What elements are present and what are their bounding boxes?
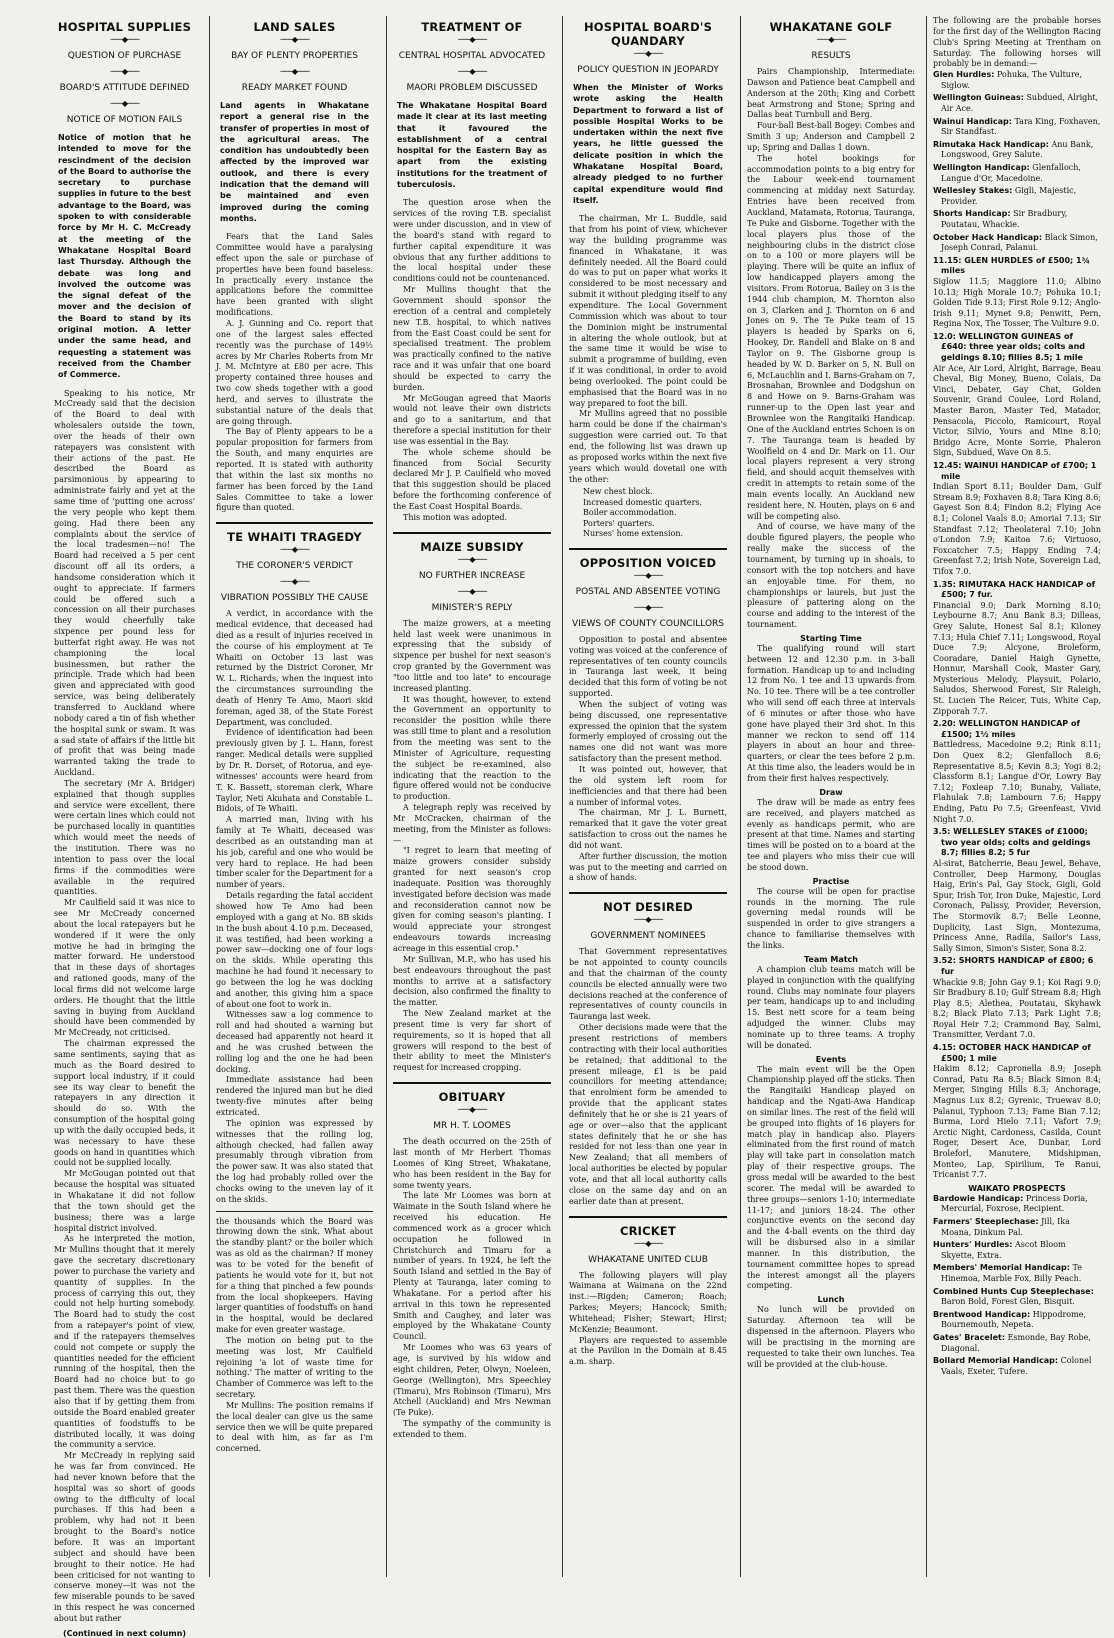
section-heading: Practise xyxy=(812,876,850,886)
horse-names: Princess Doria, Mercurial, Foxrose, Recipient. xyxy=(941,1193,1088,1214)
tip-line xyxy=(933,70,1101,91)
tip-line xyxy=(933,186,1101,207)
ornament-divider xyxy=(54,35,195,45)
horse-names: Subdued, Alright, Air Ace. xyxy=(941,93,1099,113)
headline: TE WHAITI TRAGEDY xyxy=(216,522,373,544)
article-paragraph: Fears that the Land Sales Committee would have a paralysing effect upon the sale or purchase of properties have been found baseless. In practically every instance the applications before the committee have been granted with slight modifications. xyxy=(216,232,373,318)
ornament-divider xyxy=(569,49,727,59)
ornament-divider xyxy=(747,35,915,45)
article-paragraph: It was pointed out, however, that the old system left room for inefficiencies and that there had been a number of informal votes. xyxy=(569,764,727,807)
race-name: Shorts Handicap: xyxy=(933,209,1011,219)
race-heading: 3.52: SHORTS HANDICAP of £800; 6 fur xyxy=(933,956,1094,976)
article-paragraph: A. J. Gunning and Co. report that one of the largest sales effected recently was the purchase of 149½ acres by Mr Charles Roberts from Mr J. M. McIntyre at £80 per acre. This property contained three houses and two cow sheds together with a good herd, and serves to illustrate the substantial nature of the deals that are going through. xyxy=(216,319,373,426)
article-paragraph: That Government representatives be not appointed to county councils and that the chairman of the county councils be elected annually were two decisions reached at the conference of representatives of county councils in Tauranga last week. xyxy=(569,947,727,1022)
race-heading: 1.35: RIMUTAKA HACK HANDICAP of £500; 7 fur. xyxy=(933,579,1096,600)
tip-line xyxy=(933,1194,1101,1215)
headline: WHAKATANE GOLF xyxy=(769,20,893,34)
tip-line xyxy=(933,1310,1101,1331)
article-paragraph: After further discussion, the motion was put to the meeting and carried on a show of hands. xyxy=(569,851,727,883)
horse-names: Black Simon, Joseph Conrad, Palanui. xyxy=(941,232,1098,253)
horse-names: Glenfalloch, Langue d'Or, Macedoine. xyxy=(941,162,1081,183)
article-paragraph: Evidence of identification had been previously given by J. L. Hann, forest ranger. Medical details were supplied by Dr. R. Dorset, of Rotorua, and eye-witnesses' accounts were heard from T. K. Bassett, storeman clerk, Whare Taylor, Neti Akuhata and Constable L. Bidois, of Te Whaiti. xyxy=(216,728,373,814)
subhead: CENTRAL HOSPITAL ADVOCATED xyxy=(398,51,546,61)
article-paragraph: The motion on being put to the meeting was lost, Mr Caulfield rejoining 'a lot of waste time for nothing.' The matter of writing to the Chamber of Commerce was left to the secretary. xyxy=(216,1335,373,1400)
column-hospital-supplies xyxy=(48,16,201,1638)
race-heading: 12.0: WELLINGTON GUINEAS of £640: three year olds; colts and geldings 8.10; fillies 8.5; 1 mile xyxy=(933,331,1086,363)
headline: CRICKET xyxy=(569,1216,727,1238)
article-paragraph: The secretary (Mr A. Bridger) explained that though supplies and service were excellent, there were certain lines which could not be purchased locally in quantities which would meet the needs of the institution. There was no intention to pass over the local firms if the commodities were available in the required quantities. xyxy=(54,778,195,897)
article-paragraph: The draw will be made as entry fees are received, and players matched as evenly as handicaps permit, who are present at that time. Names and starting times will be posted on to a board at the tee and players who miss their cue will be stood down. xyxy=(747,797,915,872)
headline: OBITUARY xyxy=(393,1082,551,1104)
article-paragraph: The late Mr Loomes was born at Waimate in the South Island where he received his education. He commenced work as a grocer which occupation he followed in Christchurch and Timaru for a number of years. In 1924, he left the South Island and settled in the Bay of Plenty at Tauranga, later coming to Whakatane. For a period after his arrival in this town he represented Smith and Caughey, and later was employed by the Whakatane County Council. xyxy=(393,1191,551,1342)
race-name: Combined Hunts Cup Steeplechase: xyxy=(933,1286,1094,1296)
race-name: Brentwood Handicap: xyxy=(933,1309,1031,1319)
article-paragraph: The Bay of Plenty appears to be a popular proposition for farmers from the South, and many enquiries are reported. It is stated with authority that within the last six months no farmer has been forced by the Land Sales Committee to take a lower figure than quoted. xyxy=(216,427,373,513)
race-name: Farmers' Steeplechase: xyxy=(933,1216,1039,1226)
column-land-sales xyxy=(209,16,379,1577)
race-field: Indian Sport 8.11; Boulder Dam, Gulf Stream 8.9; Foxhaven 8.8; Tara King 8.6; Gayest Son 8.4; Findon 8.2; Flying Ace 8.1; Colonel Vaals 8.0; Amorial 7.13; Sir Standfast 7.12; Theolateral 7.10; John o'London 7.9; Kaitoa 7.6; Virtuoso, Foxcatcher 7.5; Happy Ending 7.4; Greenfast 7.2; Irish Note, Sovereign Lad, Tifox 7.0. xyxy=(933,482,1101,576)
column-golf xyxy=(740,16,921,1577)
subhead: GOVERNMENT NOMINEES xyxy=(590,931,706,942)
headline: TREATMENT OF xyxy=(421,20,523,34)
article-paragraph: And of course, we have many of the double figured players, the people who really make the success of the tournament, by turning up in shoals, to consort with the top notchers and have an enjoyable time. For them, no championships or laurels, but just the pleasure of pattering along on the course and adding to the interest of the tournament. xyxy=(747,522,915,630)
works-list xyxy=(569,487,727,540)
horse-names: Esmonde, Bay Robe, Diagonal. xyxy=(941,1332,1091,1353)
article-paragraph: When the subject of voting was being discussed, one representative expressed the opinion that the system formerly employed of crossing out the names one did not want was more satisfactory than the present method. xyxy=(569,699,727,764)
race-field: Whackie 9.8; John Gay 9.1; Koi Ragi 9.0; Sir Bradbury 8.10; Gulf Stream 8.8; High Play 8.5; Alethea, Poutatau, Skyhawk 8.2; Black Plato 7.13; Park Light 7.8; Royal Heir 7.2; Crammond Bay, Salmi, Transmitter, Verdant 7.0. xyxy=(933,977,1101,1040)
ornament-divider xyxy=(216,35,373,45)
race-heading: 2.20: WELLINGTON HANDICAP of £1500; 1½ miles xyxy=(933,719,1080,739)
section-heading: Starting Time xyxy=(800,633,862,643)
horse-names: Hippodrome, Bournemouth, Nepeta. xyxy=(941,1309,1086,1330)
racing-intro: The following are the probable horses for the first day of the Wellington Racing Club's Spring Meeting at Trentham on Saturday. The following horses will probably be in demand:— xyxy=(933,16,1101,69)
article-paragraph: The sympathy of the community is extended to them. xyxy=(393,1419,551,1439)
article-paragraph: The question arose when the services of the roving T.B. specialist were under discussion, and in view of the board's stand with regard to further capital expenditure it was obvious that any further additions to the local hospital under these conditions could not be countenanced. xyxy=(393,198,551,284)
article-paragraph: Other decisions made were that the present restrictions of members contracting with their local authorities be retained; that additional to the present mileage, £1 is be paid councillors for meeting attendance; that enrolment form be amended to provide that the applicant states definitely that he or she is 21 years of age or over—also that the applicant states definitely that he or she has resided for not less than one year in New Zealand; that all members of local authorities be elected by popular vote, and that all local authority calls close on the same day and on an earlier date than at present. xyxy=(569,1023,727,1206)
column-racing xyxy=(926,16,1107,1577)
subhead: NOTICE OF MOTION FAILS xyxy=(66,115,183,125)
tip-line xyxy=(933,209,1101,230)
subhead: MINISTER'S REPLY xyxy=(431,602,513,613)
article-paragraph: Witnesses saw a log commence to roll and had shouted a warning but deceased had apparently not heard it and he was crushed between the rolling log and the one he had been docking. xyxy=(216,1010,373,1074)
article-paragraph: Speaking to his notice, Mr McCready said that the decision of the Board to deal with wholesalers outside the town, over the heads of their own ratepayers was consistent with their actions of the past. He described the Board as parsimonious by appearing to administrate fairly and yet at the same time of 'putting one across' the very people who kept them going. Had there been any complaints about the service of the local tradesmen—no! The Board had received a 5 per cent discount off all its orders, a handsome consideration which it ought to appreciate. If farmers could be offered such a concession on all their purchases they would cheerfully take sixpence per pound less for butterfat right away. He was not championing the local businessmen, but rather the principle. Trade which had been given and appreciated with good service, was being deliberately transferred to Auckland where nobody cared a tin of fish whether the hospital sunk or swam. It was a sad state of affairs if the little bit of profit that was being made warranted taking the trade to Auckland. xyxy=(54,388,195,778)
ornament-divider xyxy=(569,1239,727,1249)
horse-names: Anu Bank, Longswood, Grey Salute. xyxy=(941,139,1094,160)
ornament-divider xyxy=(569,603,727,613)
subhead: VIEWS OF COUNTY COUNCILLORS xyxy=(571,618,725,629)
subhead: VIBRATION POSSIBLY THE CAUSE xyxy=(220,593,369,604)
ornament-divider xyxy=(393,67,551,77)
headline: OPPOSITION VOICED xyxy=(569,548,727,570)
article-paragraph: The maize growers, at a meeting held last week were unanimous in expressing that the subsidy of sixpence per bushel for next season's crop granted by the Government was "too little and too late" to encourage increased planting. xyxy=(393,618,551,693)
race-heading: 11.15: GLEN HURDLES of £500; 1¾ miles xyxy=(933,255,1090,276)
ornament-divider xyxy=(393,35,551,45)
list-item: New chest block. xyxy=(583,487,653,497)
tip-line xyxy=(933,1356,1101,1377)
race-field: Battledress, Macedoine 9.2; Rink 8.11; Don Quex 8.2; Glenfalloch 8.6; Representative 8.5; Kevin 8.3; Yogi 8.2; Classform 8.1; Langue d'Or, Lowry Bay 7.12; Foxleap 7.10; Bunaby, Valiate, Flahulak 7.8; Lambourn 7.6; Happy Ending, Patu Po 7.5; Greenfeast, Vivid Night 7.0. xyxy=(933,740,1101,824)
headline: NOT DESIRED xyxy=(569,892,727,914)
subhead: QUESTION OF PURCHASE xyxy=(67,51,182,61)
article-paragraph: Immediate assistance had been rendered the injured man but he died twenty-five minutes after being extricated. xyxy=(216,1075,373,1118)
race-name: Bollard Memorial Handicap: xyxy=(933,1356,1059,1366)
race-name: Glen Hurdles: xyxy=(933,70,995,80)
article-paragraph: The main event will be the Open Championship played off the sticks. Then the Rangitaiki Handicap played on handicap and the Ngati-Awa Handicap on similar lines. The rest of the field will be grouped into flights of 16 players for match play in handicap also. Players eliminated from the first round of match play will take part in consolation match play of their respective groups. The gross medal will be awarded to the best scorer. The medal will be awarded to three groups—seniors 1-10; intermediate 11-17; and juniors 18-24. The other conjunctive events on the second day and the 4-ball events on the third day will be disbursed also in a similar manner. In this distribution, the tournament committee hopes to spread the interest amongst all the players competing. xyxy=(747,1064,915,1291)
horse-names: Ascot Bloom Skyette, Extra. xyxy=(941,1240,1066,1260)
ornament-divider xyxy=(216,67,373,77)
ornament-divider xyxy=(393,1105,551,1115)
subhead: BOARD'S ATTITUDE DEFINED xyxy=(59,83,190,93)
ornament-divider xyxy=(569,915,727,925)
tip-line xyxy=(933,233,1101,254)
subhead: POSTAL AND ABSENTEE VOTING xyxy=(575,586,721,597)
race-name: Wellington Guineas: xyxy=(933,93,1024,103)
article-paragraph: Players are requested to assemble at the Pavilion in the Domain at 8.45 a.m. sharp. xyxy=(569,1335,727,1367)
article-paragraph: The course will be open for practise rounds in the morning. The rule governing medal rounds will be suspended in order to give strangers a chance to familiarise themselves with the links. xyxy=(747,886,915,950)
article-paragraph: A telegraph reply was received by Mr McCracken, chairman of the meeting, from the Minister as follows:— xyxy=(393,803,551,845)
race-field: Al-sirat, Batcherrie, Beau Jewel, Behave, Controller, Deep Harmony, Douglas Haig, Erin's Pal, Gay Stock, Gigli, Gold Spur, Irish Tor, Iron Duke, Majestic, Lord Coronach, Palissy, Provider, Reversion, The Stormovik 8.7; Belle Leonne, Duplicity, Last Sign, Montezuma, Princess Anne, Radila, Sailor's Lass, Sally Simon, Simon's Sister, Sona 8.2. xyxy=(933,858,1101,953)
horse-names: Jill, Ika Moana, Dinkum Pal. xyxy=(941,1216,1070,1237)
article-paragraph: Pairs Championship, Intermediate: Dawson and Patience beat Campbell and Anderson at the 20th; King and Corbett beat Armstrong and Stone; Spring and Dallas beat Turnbull and Berg. xyxy=(747,67,915,120)
list-item: Nurses' home extension. xyxy=(583,529,684,539)
horse-names: Tara King, Foxhaven, Sir Standfast. xyxy=(941,116,1101,137)
race-name: Wellesley Stakes: xyxy=(933,186,1013,196)
ornament-divider xyxy=(569,571,727,581)
subhead: WHAKATANE UNITED CLUB xyxy=(588,1254,708,1265)
subhead: MAORI PROBLEM DISCUSSED xyxy=(406,83,538,93)
article-paragraph: Mr Mullins thought that the Government should sponsor the erection of a central and completely new T.B. hospital, to which natives from the East Coast could be sent for specialised treatment. The problem was practically confined to the native race and it was unfair that one board should be expected to carry the burden. xyxy=(393,285,551,392)
article-paragraph: Mr Mullins: The position remains if the local dealer can give us the same service then we will be quite prepared to deal with him, as far as I'm concerned. xyxy=(216,1400,373,1454)
article-paragraph: The following players will play Waimana at Waimana on the 22nd inst.:—Rigden; Cameron; Roach; Parkes; Meyers; Hancock; Smith; Whitehead; Fisher; Stewart; Hirst; McKenzie; Beaumont. xyxy=(569,1270,727,1334)
list-item: Porters' quarters. xyxy=(583,518,655,528)
article-paragraph: Four-ball Best-ball Bogey: Combes and Smith 3 up; Anderson and Campbell 2 up; Spring and Dallas 1 down. xyxy=(747,121,915,152)
article-paragraph: The chairman, Mr J. L. Burnett, remarked that it gave the voter great satisfaction to cross out the names he did not want. xyxy=(569,808,727,850)
race-field: Siglow 11.5; Maggiore 11.0; Albino 10.13; High Morale 10.7; Pohuka 10.1; Golden Tide 9.13; First Role 9.12; Anglo-Irish 9.11; Mynet 9.8; Penwitt, Pern, Regina Nox, The Tosser, The Vulture 9.0. xyxy=(933,276,1101,329)
article-paragraph: The chairman expressed the same sentiments, saying that as much as the Board desired to support local industry, if it could see its way clear to benefit the ratepayers in any direction it should do so. With the consumption of the hospital going up with the daily occupied beds, it was necessary to have these goods on hand in quantities which could not be supplied locally. xyxy=(54,1039,195,1168)
headline: MAIZE SUBSIDY xyxy=(393,532,551,554)
article-paragraph: The qualifying round will start between 12 and 12.30 p.m. in 3-ball formation. Handicap up to and including 12 from No. 1 tee and 13 upwards from No. 10 tee. There will be a tee controller who will send off each three at intervals of 6 minutes or after those who have gone have played their 3rd shot. In this manner we reckon to send off 114 players in about an hour and three-quarters, or clear the tees before 2 p.m. At this time also, the leaders would be in from their first halves respectively. xyxy=(747,643,915,783)
article-paragraph: The opinion was expressed by witnesses that the rolling log, although checked, had fallen away presumably through vibration from the power saw. It was also stated that the log had probably rolled over the chocks owing to the uneven lay of it on the skids. xyxy=(216,1118,373,1204)
ornament-divider xyxy=(54,99,195,109)
race-name: Hunters' Hurdles: xyxy=(933,1240,1013,1250)
article-paragraph: "I regret to learn that meeting of maize growers consider subsidy granted for next season's crop inadequate. Position was thoroughly investigated before decision was made and reconsideration cannot now be given for coming season's planting. I would appreciate your strongest endeavours towards increasing acreage in this essential crop." xyxy=(393,846,551,953)
article-paragraph: A champion club teams match will be played in conjunction with the qualifying round. Clubs may nominate four players per team, handicaps up to and including 15. Best nett score for a team being adjudged the winner. Clubs may nominate up to three teams. A trophy will be donated. xyxy=(747,964,915,1050)
horse-names: Te Hinemoa, Marble Fox, Billy Peach. xyxy=(941,1263,1082,1283)
race-name: Rimutaka Hack Handicap: xyxy=(933,139,1049,149)
article-paragraph: Mr McCready in replying said he was far from convinced. He had never known before that the hospital was so short of goods owing to the difficulty of local purchases. If this had been a problem, why had not it been brought to the Board's notice before. It was an important subject and should have been brought to their notice. He had been criticised for not wanting to conserve money—it was not the few miserable pounds to be saved in this respect he was concerned about but rather xyxy=(54,1451,195,1623)
article-paragraph: A married man, living with his family at Te Whaiti, deceased was described as an outstanding man at his job, careful and one who would be very hard to replace. He had been timber scaler for the Department for a number of years. xyxy=(216,815,373,890)
section-heading: Lunch xyxy=(817,1295,845,1305)
subhead: POLICY QUESTION IN JEOPARDY xyxy=(577,65,719,75)
race-name: Wellington Handicap: xyxy=(933,162,1030,172)
race-field: Financial 9.0; Dark Morning 8.10; Leybourne 8.7; Anu Bank 8.3; Dilleas, Grey Salute, Honest Sal 8.1; Kiloney 7.13; Hula Chief 7.11; Longswood, Royal Duce 7.9; Alcyone, Broleform, Cooradare, Daniel Haigh Gynette, Honnur, Marshall Cook, Master Gary, Mysterious Melody, Playsuit, Polario, Saludos, Sherwood Forest, Sir Raleigh, St. Lucien The Reicer, Tuis, White Cap, Zipporah 7.7. xyxy=(933,600,1101,716)
article-paragraph: Mr McGougan agreed that Maoris would not leave their own districts and go to a sanitarium, and that therefore a special institution for their use was essential in the Bay. xyxy=(393,393,551,446)
ornament-divider xyxy=(393,555,551,565)
lead-paragraph: The Whakatane Hospital Board made it clear at its last meeting that it favoured the establishment of a central hospital for the Eastern Bay as apart from the existing institutions for the treatment of tuberculosis. xyxy=(397,101,547,190)
article-paragraph: It was thought, however, to extend the Government an opportunity to reconsider the position while there was still time to plant and a resolution from the meeting was sent to the Minister of Agriculture, requesting the subject be re-examined, also indicating that the reaction to the figure offered would not be conducive to production. xyxy=(393,694,551,802)
subhead: NO FURTHER INCREASE xyxy=(418,570,526,581)
article-paragraph: As he interpreted the motion, Mr Mullins thought that it merely gave the secretary discretionary power to purchase the variety and quantity of supplies. In the process of carrying this out, they could not help hurting somebody. The Board had to study the cost from a ratepayer's point of view, and if the ratepayers themselves could not compete or supply the quantities needed for the efficient running of the hospital, then the Board had no choice but to go past them. There was the question also that if by getting them from outside the Board enabled greater quantities of foodstuffs to be distributed locally, it was doing the community a service. xyxy=(54,1234,195,1450)
article-paragraph: The New Zealand market at the present time is very far short of requirements, so it is hoped that all growers will respond to the best of their ability to meet the Minister's request for increased cropping. xyxy=(393,1009,551,1073)
article-paragraph: Opposition to postal and absentee voting was voiced at the conference of representatives of ten county councils in Tauranga last week, it being decided that this form of voting be not supported. xyxy=(569,634,727,699)
column-treatment xyxy=(386,16,557,1577)
list-item: Increased domestic quarters. xyxy=(583,497,703,507)
horse-names: Baron Bold, Forest Glen, Bisquit. xyxy=(941,1297,1075,1307)
ornament-divider xyxy=(216,577,373,587)
race-heading: 12.45: WAINUI HANDICAP of £700; 1 mile xyxy=(933,461,1097,481)
article-paragraph: Mr Caulfield said it was nice to see Mr McCready concerned about the local ratepayers but he wondered if it were the only motive he had in bringing the matter forward. He understood that in these days of shortages and rationed goods, many of the local firms did not welcome large orders. He thought that the little saving in buying from Auckland should have been commended by Mr McCready, not criticised. xyxy=(54,898,195,1038)
article-paragraph: the thousands which the Board was throwing down the sink. What about the standby plant? or the boiler which was as old as the chairman? If money was to be voted for the benefit of patients he would vote for it, but not for a thing that pinched a few pounds from the local shopkeepers. Having larger quantities of foodstuffs on hand in the hospital, would be declared make for even greater wastage. xyxy=(216,1216,373,1335)
subhead: MR H. T. LOOMES xyxy=(433,1121,511,1132)
race-name: October Hack Handicap: xyxy=(933,232,1043,242)
section-heading: Draw xyxy=(819,787,843,797)
tip-line xyxy=(933,140,1101,161)
subhead: THE CORONER'S VERDICT xyxy=(236,561,353,572)
headline: HOSPITAL SUPPLIES xyxy=(57,20,192,34)
horse-names: Gigli, Majestic, Provider. xyxy=(941,186,1077,206)
lead-paragraph: Land agents in Whakatane report a general rise in the transfer of properties in most of the agricultural areas. The condition has undoubtedly been affected by the improved war outlook, and there is every indication that the demand will be maintained and even improved during the coming months. xyxy=(220,101,369,223)
race-name: Gates' Bracelet: xyxy=(933,1332,1006,1342)
section-heading: Team Match xyxy=(804,954,858,964)
section-heading: WAIKATO PROSPECTS xyxy=(968,1183,1066,1193)
headline: LAND SALES xyxy=(253,20,336,34)
article-paragraph: The chairman, Mr L. Buddle, said that from his point of view, whichever way the building programme was financed in Whakatane, it was definitely needed. All the Board could do was to put on paper what works it considered to be most necessary and submit it without pledging itself to any expenditure. The Local Government Commission which was about to tour the Dominion might be instrumental in altering the whole outlook, but at the same time it would be wise to submit a programme of building, even if it was conditional, in order to avoid being overlooked. The point could be emphasised that the Board was in no way prepared to foot the bill. xyxy=(569,214,727,408)
article-paragraph: Mr McGougan pointed out that because the hospital was situated in Whakatane it did not follow that the town should get the business; there was a large hospital district involved. xyxy=(54,1169,195,1233)
tip-line xyxy=(933,163,1101,184)
subhead: BAY OF PLENTY PROPERTIES xyxy=(231,51,358,61)
article-paragraph: No lunch will be provided on Saturday. Afternoon tea will be dispensed in the afternoon. Players who will be practising in the morning are requested to take their own lunches. Tea will be provided at the club-house. xyxy=(747,1305,915,1369)
race-name: Members' Memorial Handicap: xyxy=(933,1263,1070,1273)
article-paragraph: This motion was adopted. xyxy=(403,512,508,522)
tip-line xyxy=(933,1240,1101,1261)
race-heading: 4.15: OCTOBER HACK HANDICAP of £500; 1 mile xyxy=(933,1043,1091,1063)
column-rule xyxy=(216,1211,373,1212)
headline: HOSPITAL BOARD'S QUANDARY xyxy=(583,20,713,48)
article-paragraph: Mr Mullins agreed that no possible harm could be done if the chairman's suggestion were carried out. To that end, the following list was drawn up as proposed works within the next five years which would dovetail one with the other: xyxy=(569,409,727,484)
horse-names: Colonel Vaals, Exeter, Tufere. xyxy=(941,1356,1092,1376)
tip-line xyxy=(933,1287,1101,1308)
article-paragraph: Mr Sullivan, M.P., who has used his best endeavours throughout the past months to arrive at a satisfactory decision, also confirmed the finality to the matter. xyxy=(393,954,551,1008)
race-field: Hakim 8.12; Capronella 8.9; Joseph Conrad, Patu Ra 8.5; Black Simon 8.4; Merger, Singing Hills 8.3; Anchorage, Magnus Lux 8.2; Gyrenic, Truewav 8.0; Palanui, Typhoon 7.13; Fame Bian 7.12; Burma, Lord Hielo 7.11; Vafort 7.9; Arctic Night, Cardoness, Casilda, Count Roger, Desert Ace, Dunbar, Lord Broleforl, Manutere, Midshipman, Monteo, Lap, Spirilium, Te Ranui, Tricanist 7.7. xyxy=(933,1064,1101,1180)
horse-names: Pohuka, The Vulture, Siglow. xyxy=(941,70,1083,90)
article-paragraph: Details regarding the fatal accident showed how Te Amo had been employed with a gang at No. 8B skids in the bush about 4.10 p.m. Deceased, it was testified, had been working a power saw—docking one of four logs on the skids. While operating this machine he had found it necessary to go between the log he was docking and another, this giving him a space of about one foot to work in. xyxy=(216,891,373,1009)
tip-line xyxy=(933,1217,1101,1238)
column-hospital-quandary xyxy=(562,16,733,1577)
lead-paragraph: When the Minister of Works wrote asking the Health Department to forward a list of possible Hospital Works to be undertaken within the next five years, he little guessed the delicate position in which the Whakatane Hospital Board, already pledged to no further capital expenditure would find itself. xyxy=(573,83,723,205)
section-heading: Events xyxy=(815,1054,847,1064)
ornament-divider xyxy=(216,545,373,555)
ornament-divider xyxy=(54,67,195,77)
race-heading: 3.5: WELLESLEY STAKES of £1000; two year olds; colts and geldings 8.7; fillies 8.2; 5 fur xyxy=(933,827,1091,858)
tip-line xyxy=(933,1333,1101,1354)
tip-line xyxy=(933,93,1101,114)
article-paragraph: The hotel bookings for accommodation points to a big entry for the Labour week-end tournament commencing at midday next Saturday. Entries have been received from Auckland, Matamata, Rotorua, Tauranga, Te Puke and Gisborne. Together with the local players plus those of the neighbouring clubs in the district close on to a 100 or more players will be playing. There will be quite an influx of low handicapped players among the visitors. From Rotorua, Bailey on 3 is the 1944 club champion, M. Thornton also on 3, Clarken and J. Thornton on 6 and Jones on 9. The Te Puke team of 15 players is headed by Sparks on 6, Hookey, Dr. Randell and Blake on 8 and Taylor on 9. The Gisborne group is headed by W. D. Barker on 5, N. Bull on 6, McLauchlin and I. Barns-Graham on 7, Brosnahan, Brownlee and Dodgshun on 8 and Howe on 9. Barns-Graham was runner-up to the Open last year and Brownlee won the Rangitaiki Handicap. One of the Auckland entries Schoen is on 7. The Tauranga team is headed by Woolfield on 4 and Dr. Mark on 11. Our local players represent a very strong field, and should acquit themselves with credit in attempts to retain some of the main events locally. An Auckland new resident here, N. Houten, plays on 6 and will be competing also. xyxy=(747,153,915,521)
article-paragraph: A verdict, in accordance with the medical evidence, that deceased had died as a result of injuries received in the course of his employment at Te Whaiti on October 13 last was returned by the District Coroner, Mr W. L. Richards, when the inquest into the circumstances surrounding the death of Henry Te Amo, Maori skid foreman, aged 38, of the State Forest Department, was concluded. xyxy=(216,609,373,727)
horse-names: Sir Bradbury, Poutatau, Whackie. xyxy=(941,209,1068,229)
tip-line xyxy=(933,117,1101,138)
list-item: Boiler accommodation. xyxy=(583,508,677,518)
article-paragraph: The whole scheme should be financed from Social Security declared Mr J. P. Caulfield who moved that this suggestion should be placed before the forthcoming conference of the East Coast Hospital Boards. xyxy=(393,447,551,511)
article-paragraph: Mr Loomes who was 63 years of age, is survived by his widow and eight children, Peter, Olwyn, Noeleen, George (Wellington), Mrs Speechley (Timaru), Mrs Robinson (Timaru), Mrs Atchell (Auckland) and Mrs Newman (Te Puke). xyxy=(393,1343,551,1418)
subhead: RESULTS xyxy=(811,51,851,61)
race-field: Air Ace, Air Lord, Alright, Barrage, Beau Cheval, Big Money, Bueno, Colais, Da Vinci, Debater, Gay Chat, Golden Souvenir, Grand Coulee, Lord Roland, Master Baron, Master Ted, Matador, Pensacola, Piccolo, Ramicourt, Royal Victor, Silvio, Yours and Mine 8.10; Bridgo Acre, Monte Sorrie, Phaleron Sign, Subdued, Wave On 8.5. xyxy=(933,363,1101,458)
tip-line xyxy=(933,1263,1101,1284)
subhead: READY MARKET FOUND xyxy=(241,83,348,93)
ornament-divider xyxy=(393,587,551,597)
continued-note: (Continued in next column) xyxy=(62,1628,187,1638)
article-paragraph: The death occurred on the 25th of last month of Mr Herbert Thomas Loomes of King Street, Whakatane, who has been resident in the Bay for some twenty years. xyxy=(393,1137,551,1190)
race-name: Bardowie Handicap: xyxy=(933,1193,1024,1203)
lead-paragraph: Notice of motion that he intended to move for the rescindment of the decision of the Board to authorise the secretary to purchase supplies in future to the best advantage to the Board, was spoken to with considerable force by Mr H. C. McCready at the meeting of the Whakatane Hospital Board last Thursday. Although the debate was long and involved the outcome was the signal defeat of the mover and the decision of the Board to stand by its original motion. A letter under the same head, and requesting a statement was received from the Chamber of Commerce. xyxy=(58,133,191,380)
race-name: Wainui Handicap: xyxy=(933,116,1012,126)
